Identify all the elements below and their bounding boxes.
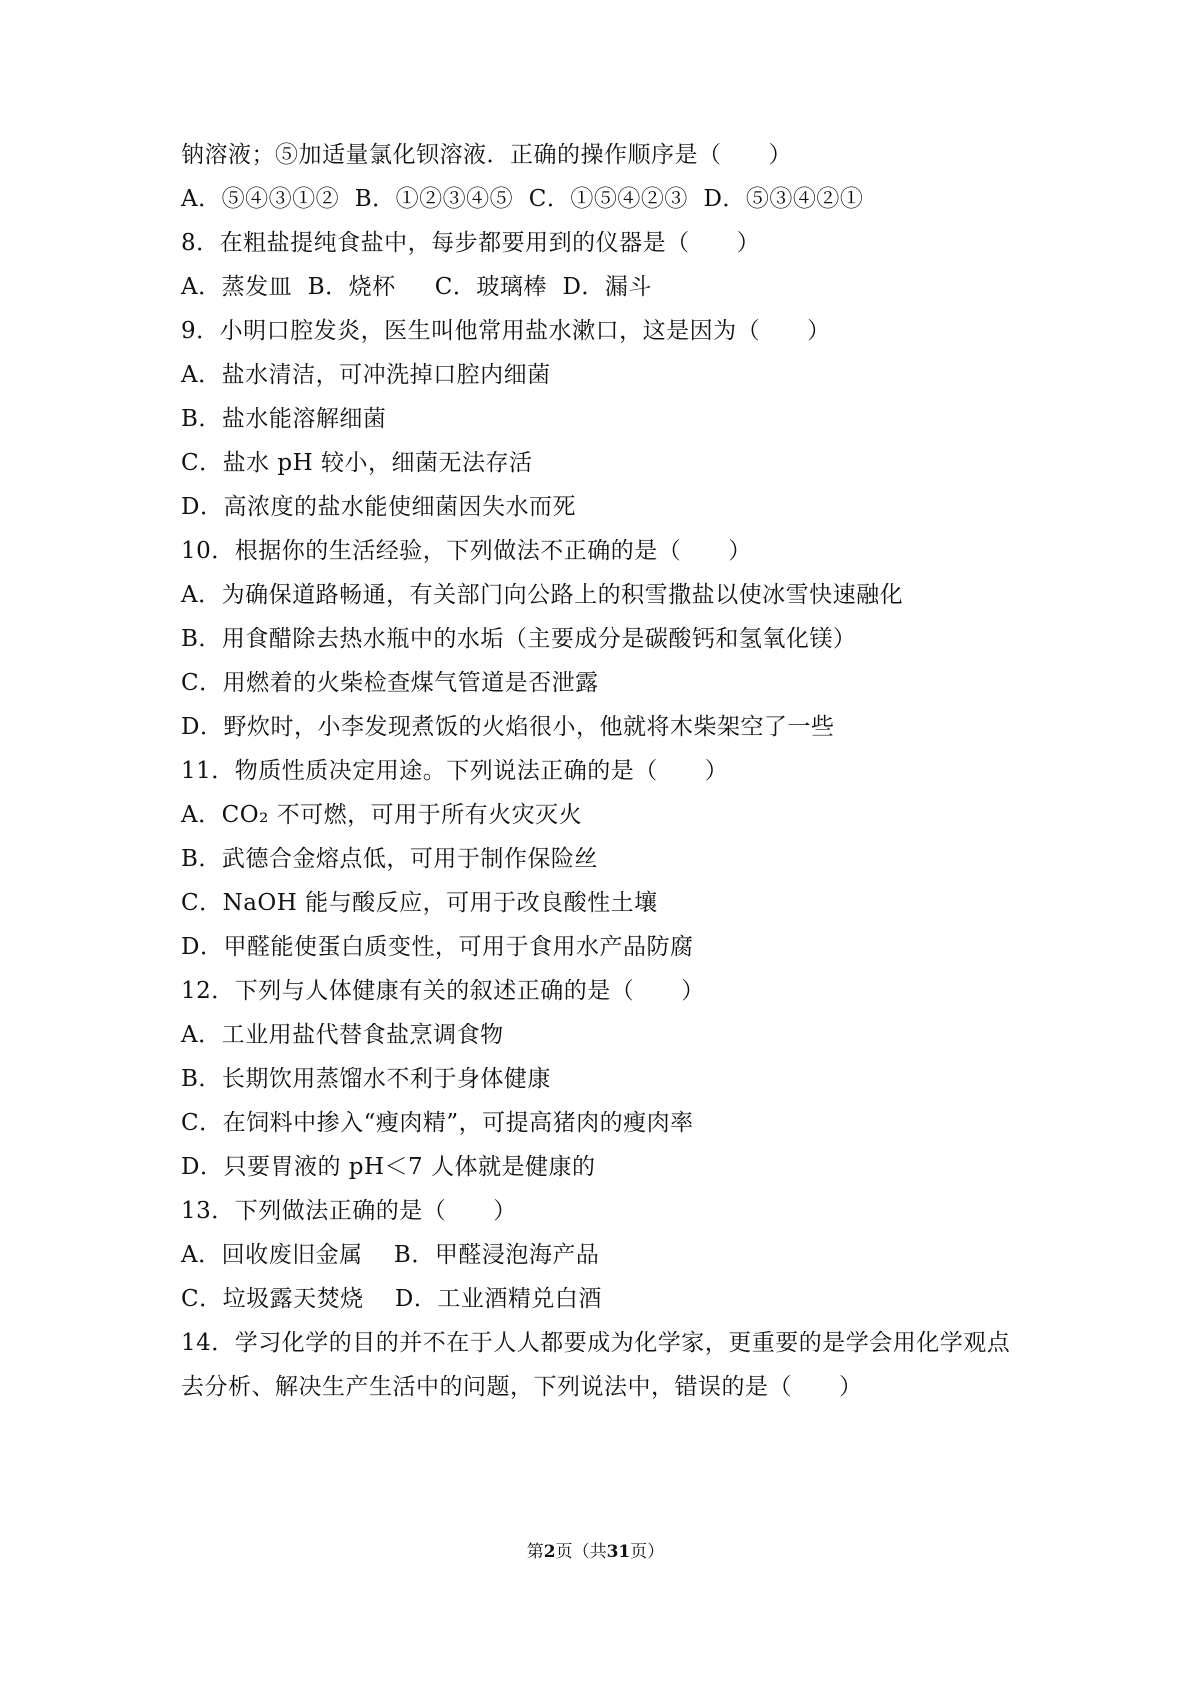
question-line: 9．小明口腔发炎，医生叫他常用盐水漱口，这是因为（ ） xyxy=(181,318,831,344)
option-line: A．回收废旧金属 B．甲醛浸泡海产品 xyxy=(181,1242,600,1268)
footer-prefix: 第 xyxy=(526,1542,544,1562)
question-line: 13．下列做法正确的是（ ） xyxy=(181,1198,517,1224)
option-line: D．只要胃液的 pH＜7 人体就是健康的 xyxy=(181,1154,596,1180)
text-line: 钠溶液；⑤加适量氯化钡溶液．正确的操作顺序是（ ） xyxy=(181,142,792,168)
question-line: 14．学习化学的目的并不在于人人都要成为化学家，更重要的是学会用化学观点 xyxy=(181,1330,1011,1356)
option-line: D．野炊时，小李发现煮饭的火焰很小，他就将木柴架空了一些 xyxy=(181,714,835,740)
option-line: B．用食醋除去热水瓶中的水垢（主要成分是碳酸钙和氢氧化镁） xyxy=(181,626,857,652)
option-line: C．在饲料中掺入“瘦肉精”，可提高猪肉的瘦肉率 xyxy=(181,1110,694,1136)
footer-suffix: 页） xyxy=(630,1542,665,1562)
option-line: A．CO₂ 不可燃，可用于所有火灾灭火 xyxy=(181,802,583,828)
option-line: D．高浓度的盐水能使细菌因失水而死 xyxy=(181,494,576,520)
question-line: 10．根据你的生活经验，下列做法不正确的是（ ） xyxy=(181,538,752,564)
page-footer xyxy=(0,1540,1191,1564)
option-line: C．用燃着的火柴检查煤气管道是否泄露 xyxy=(181,670,599,696)
option-line: B．武德合金熔点低，可用于制作保险丝 xyxy=(181,846,598,872)
option-line: A．工业用盐代替食盐烹调食物 xyxy=(181,1022,504,1048)
question-line: 11．物质性质决定用途。下列说法正确的是（ ） xyxy=(181,758,729,784)
option-line: A．蒸发皿 B．烧杯 C．玻璃棒 D．漏斗 xyxy=(181,274,652,300)
question-line: 12．下列与人体健康有关的叙述正确的是（ ） xyxy=(181,978,705,1004)
footer-middle: 页（共 xyxy=(555,1542,607,1562)
option-line: D．甲醛能使蛋白质变性，可用于食用水产品防腐 xyxy=(181,934,694,960)
option-line: B．长期饮用蒸馏水不利于身体健康 xyxy=(181,1066,551,1092)
option-line: A．盐水清洁，可冲洗掉口腔内细菌 xyxy=(181,362,551,388)
question-line: 去分析、解决生产生活中的问题，下列说法中，错误的是（ ） xyxy=(181,1374,863,1400)
page-number: 2 xyxy=(543,1542,556,1562)
option-line: A．为确保道路畅通，有关部门向公路上的积雪撒盐以使冰雪快速融化 xyxy=(181,582,904,608)
option-line: C．垃圾露天焚烧 D．工业酒精兑白酒 xyxy=(181,1286,602,1312)
option-line: C．盐水 pH 较小，细菌无法存活 xyxy=(181,450,533,476)
option-line: B．盐水能溶解细菌 xyxy=(181,406,387,432)
question-line: 8．在粗盐提纯食盐中，每步都要用到的仪器是（ ） xyxy=(181,230,761,256)
text-line: A．⑤④③①② B．①②③④⑤ C．①⑤④②③ D．⑤③④②① xyxy=(181,186,864,212)
total-pages: 31 xyxy=(606,1542,631,1562)
option-line: C．NaOH 能与酸反应，可用于改良酸性土壤 xyxy=(181,890,658,916)
